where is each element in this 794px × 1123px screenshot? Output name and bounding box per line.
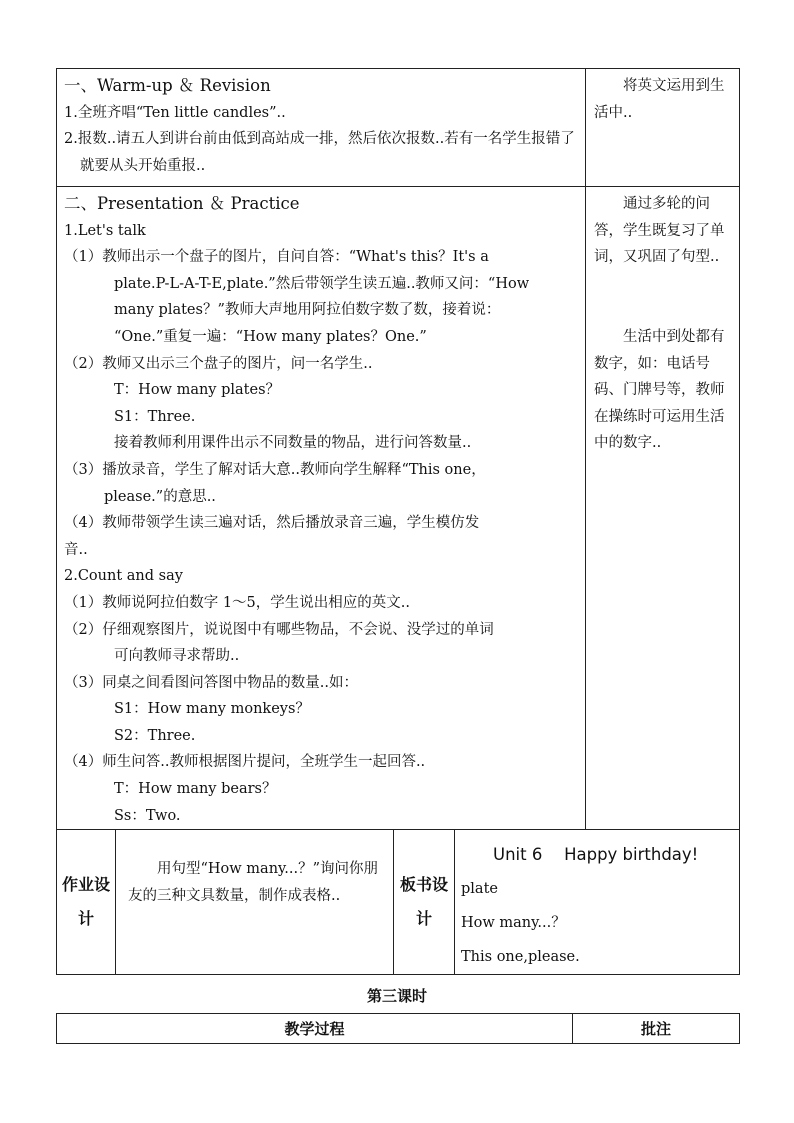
step-line: （2）仔细观察图片，说说图中有哪些物品，不会说、没学过的单词 [64,621,494,638]
warmup-heading: 一、Warm-up ＆ Revision [64,76,271,95]
section-title: 第三课时 [366,987,427,1005]
step-line: please.”的意思.. [104,488,216,505]
sub-heading: 2.Count and say [64,568,183,585]
step-line: 接着教师利用课件出示不同数量的物品，进行问答数量.. [114,435,472,452]
step-line: 可向教师寻求帮助.. [114,648,240,665]
board-line: This one,please. [461,949,580,966]
notes-column-header: 批注 [573,1014,740,1044]
step-line: （1）教师出示一个盘子的图片，自问自答：“What's this？It's a [64,249,489,266]
step-line: （4）教师带领学生读三遍对话，然后播放录音三遍，学生模仿发 [64,515,480,532]
process-column-header: 教学过程 [57,1014,573,1044]
step-line: many plates？”教师大声地用阿拉伯数字数了数，接着说： [114,302,501,319]
step-line: 音.. [64,541,88,558]
dialog-line: S1：How many monkeys？ [114,701,310,718]
warmup-content-cell [57,69,586,187]
board-cell [455,830,740,975]
warmup-row [57,69,740,187]
step-line: （3）同桌之间看图问答图中物品的数量..如： [64,674,358,691]
board-line: How many...？ [461,915,566,932]
step-line: “One.”重复一遍：“How many plates？One.” [114,328,427,345]
presentation-note-cell [586,187,740,830]
homework-board-row [57,830,740,975]
step-line: （4）师生问答..教师根据图片提问，全班学生一起回答.. [64,754,426,771]
process-header-table [56,1013,740,1044]
homework-cell [116,830,394,975]
presentation-row [57,187,740,830]
homework-text: 用句型“How many...？”询问你朋友的三种文具数量，制作成表格.. [128,861,379,904]
warmup-line: 2.报数..请五人到讲台前由低到高站成一排，然后依次报数..若有一名学生报错了就要从头开始重报.. [64,131,575,174]
step-line: （1）教师说阿拉伯数字 1～5，学生说出相应的英文.. [64,594,411,611]
board-label: 板书设计 [394,830,455,975]
presentation-content-cell [57,187,586,830]
dialog-line: Ss：Two. [114,807,181,824]
sub-heading: 1.Let's talk [64,222,146,239]
warmup-note-cell [586,69,740,187]
warmup-note: 将英文运用到生活中.. [594,78,725,121]
dialog-line: S1：Three. [114,408,196,425]
process-header-row [57,1014,740,1044]
board-line: plate [461,881,498,898]
presentation-note: 生活中到处都有数字，如：电话号码、门牌号等，教师在操练时可运用生活中的数字.. [594,328,725,452]
step-line: （3）播放录音，学生了解对话大意..教师向学生解释“This one， [64,461,486,478]
dialog-line: T：How many plates？ [114,382,281,399]
homework-label: 作业设计 [57,830,116,975]
dialog-line: S2：Three. [114,727,196,744]
step-line: （2）教师又出示三个盘子的图片，问一名学生.. [64,355,373,372]
step-line: plate.P-L-A-T-E,plate.”然后带领学生读五遍..教师又问：“How [114,275,530,292]
board-title: Unit 6 Happy birthday! [493,845,699,865]
presentation-heading: 二、Presentation ＆ Practice [64,194,300,213]
presentation-note: 通过多轮的问答，学生既复习了单词，又巩固了句型.. [594,196,725,266]
lesson-plan-table [56,68,740,975]
dialog-line: T：How many bears？ [114,781,277,798]
warmup-line: 1.全班齐唱“Ten little candles”.. [64,104,286,121]
